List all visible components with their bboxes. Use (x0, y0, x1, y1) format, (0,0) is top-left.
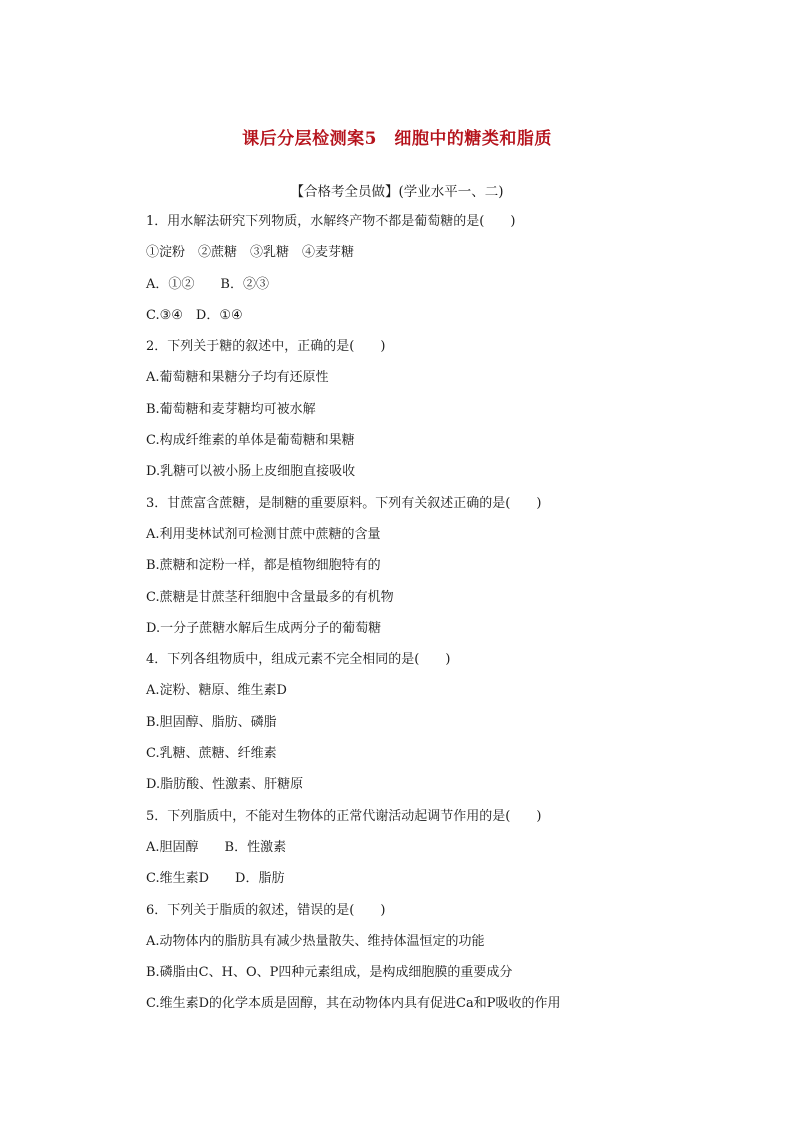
question-1-options-ab: A．①② B．②③ (146, 276, 269, 292)
question-2-option-d: D.乳糖可以被小肠上皮细胞直接吸收 (146, 464, 356, 480)
question-6-option-a: A.动物体内的脂肪具有减少热量散失、维持体温恒定的功能 (146, 933, 485, 949)
question-2-option-b: B.葡萄糖和麦芽糖均可被水解 (146, 401, 316, 417)
question-1-items: ①淀粉 ②蔗糖 ③乳糖 ④麦芽糖 (146, 245, 355, 261)
question-6-stem: 6．下列关于脂质的叙述，错误的是( ) (146, 902, 386, 918)
question-5-options-ab: A.胆固醇 B．性激素 (146, 839, 287, 855)
section-heading: 【合格考全员做】(学业水平一、二) (290, 184, 504, 200)
question-list (146, 206, 766, 1020)
question-6-option-c: C.维生素D的化学本质是固醇，其在动物体内具有促进Ca和P吸收的作用 (146, 996, 561, 1012)
question-5-stem: 5．下列脂质中，不能对生物体的正常代谢活动起调节作用的是( ) (146, 808, 542, 824)
question-3-option-b: B.蔗糖和淀粉一样，都是植物细胞特有的 (146, 558, 381, 574)
question-2-option-a: A.葡萄糖和果糖分子均有还原性 (146, 370, 329, 386)
question-2-stem: 2．下列关于糖的叙述中，正确的是( ) (146, 339, 386, 355)
question-4-option-d: D.脂肪酸、性激素、肝糖原 (146, 777, 304, 793)
question-1-options-cd: C.③④ D．①④ (146, 307, 243, 323)
question-3-stem: 3．甘蔗富含蔗糖，是制糖的重要原料。下列有关叙述正确的是( ) (146, 495, 542, 511)
question-3-option-a: A.利用斐林试剂可检测甘蔗中蔗糖的含量 (146, 526, 381, 542)
question-4-option-b: B.胆固醇、脂肪、磷脂 (146, 714, 277, 730)
question-3-option-d: D.一分子蔗糖水解后生成两分子的葡萄糖 (146, 620, 382, 636)
question-4-option-c: C.乳糖、蔗糖、纤维素 (146, 746, 277, 762)
question-2-option-c: C.构成纤维素的单体是葡萄糖和果糖 (146, 433, 355, 449)
question-1-stem: 1．用水解法研究下列物质，水解终产物不都是葡萄糖的是( ) (146, 214, 516, 229)
page-title: 课后分层检测案5 细胞中的糖类和脂质 (242, 129, 552, 149)
question-4-option-a: A.淀粉、糖原、维生素D (146, 683, 287, 699)
question-5-options-cd: C.维生素D D．脂肪 (146, 871, 285, 887)
question-4-stem: 4．下列各组物质中，组成元素不完全相同的是( ) (146, 652, 451, 668)
question-6-option-b: B.磷脂由C、H、O、P四种元素组成，是构成细胞膜的重要成分 (146, 965, 513, 981)
question-3-option-c: C.蔗糖是甘蔗茎秆细胞中含量最多的有机物 (146, 589, 394, 605)
